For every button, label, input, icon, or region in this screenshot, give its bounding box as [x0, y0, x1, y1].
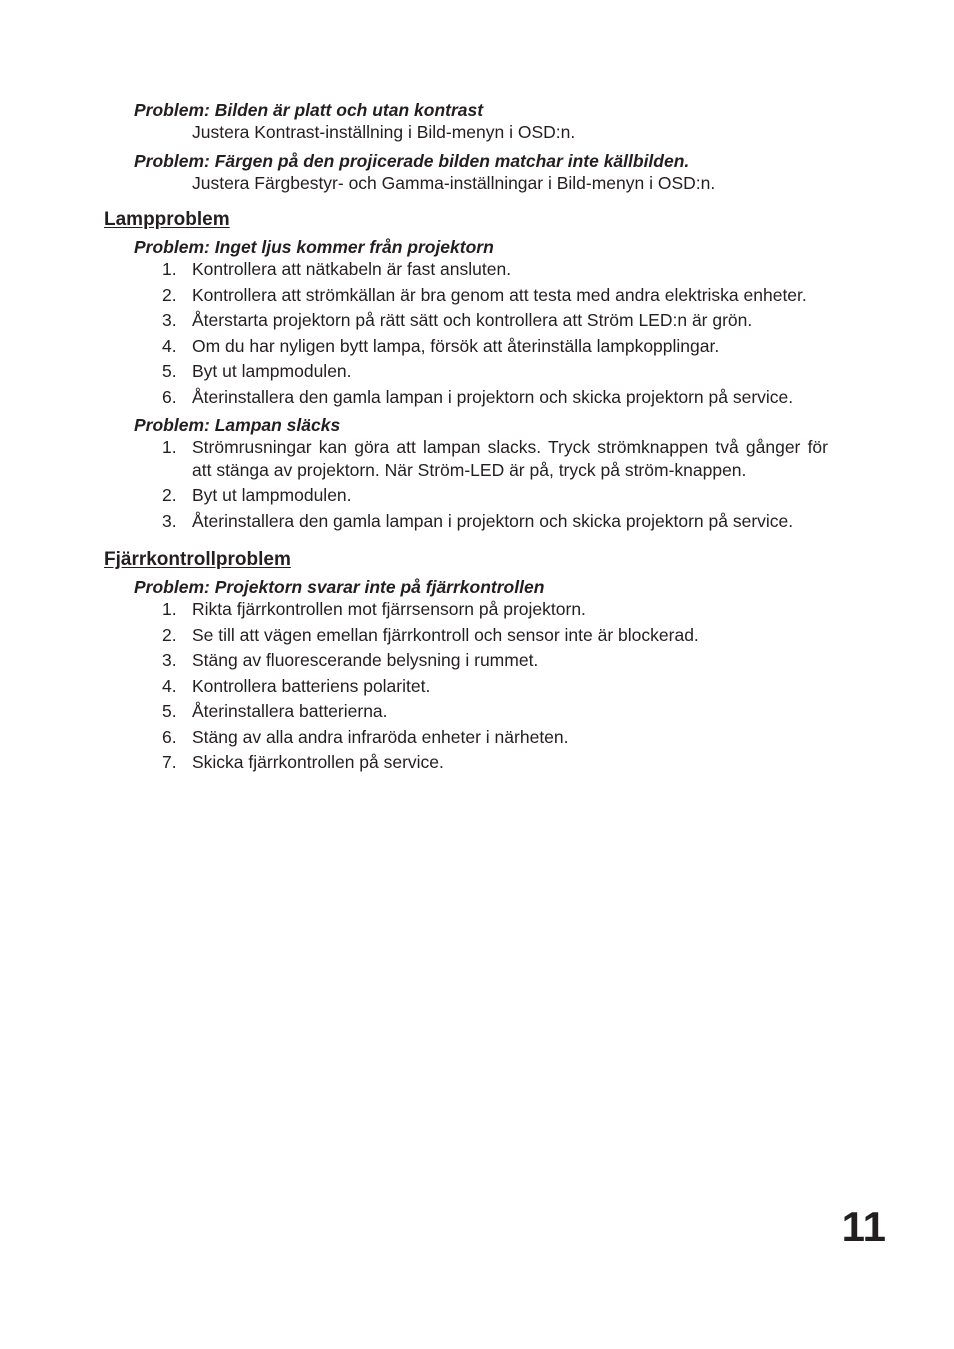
list-number: 4. [162, 675, 177, 696]
list-item [162, 360, 828, 383]
list-text: Om du har nyligen bytt lampa, försök att återinställa lampkopplingar. [192, 335, 720, 356]
list-text: Skicka fjärrkontrollen på service. [192, 752, 444, 772]
list-item [162, 751, 828, 774]
list-text: Byt ut lampmodulen. [192, 361, 352, 381]
list-text: Strömrusningar kan göra att lampan slacks. Tryck strömknappen två gånger för att stänga av projektorn. När Ström-LED är på, tryck på ström-knappen. [192, 437, 828, 480]
list-number: 3. [162, 650, 177, 670]
list-item [162, 598, 828, 621]
problem-title: Problem: Inget ljus kommer från projektorn [134, 237, 494, 257]
list-item [162, 675, 828, 698]
list-number: 4. [162, 335, 177, 356]
list-item [162, 484, 828, 507]
list-item [162, 335, 828, 358]
list-number: 2. [162, 284, 177, 305]
list-text: Återinstallera den gamla lampan i projektorn och skicka projektorn på service. [192, 510, 794, 531]
steps-list [104, 258, 828, 408]
problem-answer: Justera Färgbestyr- och Gamma-inställningar i Bild-menyn i OSD:n. [192, 173, 716, 193]
list-text: Återinstallera batterierna. [192, 701, 388, 721]
list-text: Kontrollera batteriens polaritet. [192, 675, 431, 696]
section-heading-remote: Fjärrkontrollproblem [104, 549, 291, 570]
list-item [162, 309, 828, 332]
problem-title: Problem: Bilden är platt och utan kontrast [134, 100, 484, 120]
list-number: 1. [162, 259, 177, 279]
list-text: Stäng av fluorescerande belysning i rummet. [192, 650, 539, 670]
list-item [162, 624, 828, 647]
list-text: Återinstallera den gamla lampan i projektorn och skicka projektorn på service. [192, 386, 794, 407]
page-number: 11 [841, 1203, 886, 1250]
list-text: Stäng av alla andra infraröda enheter i närheten. [192, 726, 569, 747]
list-number: 2. [162, 624, 177, 645]
list-number: 6. [162, 386, 177, 407]
list-number: 3. [162, 310, 177, 330]
list-number: 1. [162, 437, 177, 457]
list-item [162, 649, 828, 672]
list-number: 6. [162, 726, 177, 747]
list-text: Kontrollera att strömkällan är bra genom att testa med andra elektriska enheter. [192, 284, 807, 305]
list-item [162, 436, 828, 481]
list-number: 7. [162, 752, 177, 772]
list-number: 2. [162, 485, 177, 505]
section-heading-lamp: Lampproblem [104, 209, 230, 230]
list-text: Återstarta projektorn på rätt sätt och kontrollera att Ström LED:n är grön. [192, 310, 753, 330]
list-number: 1. [162, 599, 177, 619]
list-text: Byt ut lampmodulen. [192, 485, 352, 505]
problem-title: Problem: Färgen på den projicerade bilden matchar inte källbilden. [134, 151, 690, 171]
list-number: 3. [162, 510, 177, 531]
steps-list [104, 598, 828, 774]
list-item [162, 386, 828, 409]
list-text: Rikta fjärrkontrollen mot fjärrsensorn på projektorn. [192, 599, 586, 619]
list-item [162, 726, 828, 749]
problem-title: Problem: Projektorn svarar inte på fjärrkontrollen [134, 577, 545, 597]
list-number: 5. [162, 701, 177, 721]
page-content [104, 99, 828, 777]
list-item [162, 258, 828, 281]
steps-list [104, 436, 828, 532]
list-text: Se till att vägen emellan fjärrkontroll och sensor inte är blockerad. [192, 624, 699, 645]
list-item [162, 284, 828, 307]
list-item [162, 510, 828, 533]
list-item [162, 700, 828, 723]
problem-title: Problem: Lampan släcks [134, 415, 341, 435]
problem-answer: Justera Kontrast-inställning i Bild-menyn i OSD:n. [192, 122, 576, 142]
list-text: Kontrollera att nätkabeln är fast ansluten. [192, 259, 512, 279]
list-number: 5. [162, 361, 177, 381]
